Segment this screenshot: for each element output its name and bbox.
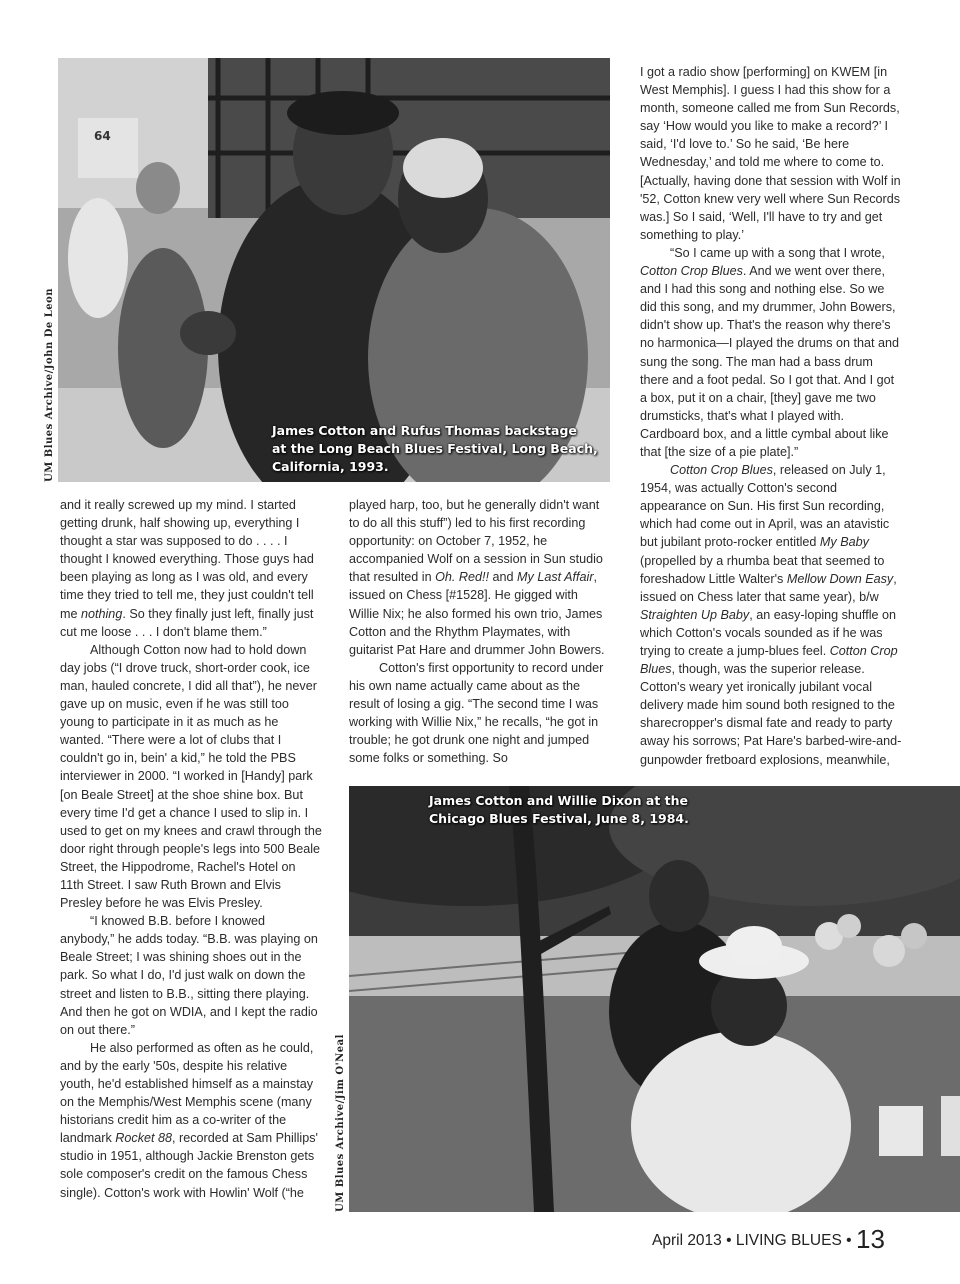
photo-cotton-and-thomas: [58, 58, 610, 482]
page-number: 13: [855, 1224, 885, 1254]
photo-cotton-and-dixon-scene: [349, 786, 960, 1212]
page-footer: [652, 1224, 885, 1255]
article-paragraph: “So I came up with a song that I wrote, Cotton Crop Blues. And we went over there, and I had this song and nothing else. So we did this song, and my drummer, John Bowers, didn't show up. That's the reason why there's no harmonica—I played the drums on that and sung the song. The man had a bass drum there and a foot pedal. So I got that. And I got a box, put it on a chair, [they] gave me two drumsticks, that's what I played with. Cardboard box, and a little cymbal about like that [the size of a pie plate].”: [640, 245, 900, 459]
photo-credit: UM Blues Archive/John De Leon: [44, 287, 55, 482]
caption-line: James Cotton and Rufus Thomas backstage: [272, 423, 577, 438]
article-column-1: [60, 496, 322, 1202]
caption-line: Chicago Blues Festival, June 8, 1984.: [429, 811, 689, 826]
article-paragraph: “I knowed B.B. before I knowed anybody,” he adds today. “B.B. was playing on Beale Street; I was shining shoes out in the park. So what I do, I'd just walk on down the street and listen to B.B., sitting there playing. And then he got on WDIA, and I kept the radio on out there.”: [60, 914, 318, 1037]
article-paragraph: Although Cotton now had to hold down day jobs (“I drove truck, short-order cook, ice man, hauled concrete, I did all that”), he never gave up on music, even if he was still too young to participate in it as much as he wanted. “There were a lot of clubs that I couldn't go in, bein' a kid,” he told the PBS interviewer in 2000. “I worked in [Handy] park [on Beale Street] at the shoe shine box. But every time I'd get a chance I used to slip in. I used to get on my knees and crawl through the door right through people's legs into 500 Beale Street, the Hippodrome, Rachel's Hotel on 11th Street. I saw Ruth Brown and Elvis Presley before he was Elvis Presley.: [60, 642, 322, 911]
caption-line: California, 1993.: [272, 459, 389, 474]
caption-line: at the Long Beach Blues Festival, Long Beach,: [272, 441, 598, 456]
photo-credit: UM Blues Archive/Jim O'Neal: [335, 1034, 346, 1212]
photo-caption: [272, 422, 598, 476]
article-paragraph: played harp, too, but he generally didn't want to do all this stuff”) led to his first recording opportunity: on October 7, 1952, he accompanied Wolf on a session in Sun studio that resulted in Oh. Red!! and My Last Affair, issued on Chess [#1528]. He gigged with Willie Nix; he also formed his own trio, James Cotton and the Rhythm Playmates, with guitarist Pat Hare and drummer John Bowers.: [349, 498, 605, 657]
photo-shirt-number: 64: [94, 129, 111, 143]
article-column-3: [640, 63, 902, 769]
article-paragraph: Cotton Crop Blues, released on July 1, 1954, was actually Cotton's second appearance on Sun. His first Sun recording, which had come out in April, was an atavistic but jubilant proto-rocker entitled My Baby (propelled by a rhumba beat that seemed to foreshadow Little Walter's Mellow Down Easy, issued on Chess later that same year), b/w Straighten Up Baby, an easy-loping shuffle on which Cotton's vocals sounded as if he was trying to create a jump-blues feel. Cotton Crop Blues, though, was the superior release. Cotton's weary yet ironically jubilant vocal delivery made him sound both resigned to the sharecropper's dismal fate and ready to party away his sorrows; Pat Hare's barbed-wire-and-gunpowder fretboard explosions, meanwhile,: [640, 463, 902, 767]
article-column-2: [349, 496, 609, 767]
photo-cotton-and-dixon: [349, 786, 960, 1212]
article-paragraph: I got a radio show [performing] on KWEM [in West Memphis]. I guess I had this show for a month, someone called me from Sun Records, say ‘How would you like to make a record?’ I said, ‘I'd love to.’ So he said, ‘Be here Wednesday,’ and told me where to come to. [Actually, having done that session with Wolf in '52, Cotton knew very well where Sun Records was.] So I said, ‘Well, I'll have to try and get something to play.’: [640, 65, 901, 242]
article-paragraph: and it really screwed up my mind. I started getting drunk, half showing up, everything I thought a star was supposed to do . . . . I thought I knowed everything. Those guys had been playing as long as I was old, and every time they tried to tell me, they just couldn't tell me nothing. So they finally just left, finally just cut me loose . . . I don't blame them.”: [60, 498, 314, 639]
photo-cotton-and-thomas-scene: [58, 58, 610, 482]
article-paragraph: Cotton's first opportunity to record under his own name actually came about as the result of losing a gig. “The second time I was working with Willie Nix,” he recalls, “he got in trouble; he got drunk one night and jumped some folks or something. So: [349, 660, 604, 766]
photo-caption: [429, 792, 689, 828]
footer-issue-text: April 2013 • LIVING BLUES •: [652, 1232, 852, 1249]
article-paragraph: He also performed as often as he could, and by the early '50s, despite his relative youth, he'd established himself as a mainstay on the Memphis/West Memphis scene (many historians credit him as a co-writer of the landmark Rocket 88, recorded at Sam Phillips' studio in 1951, although Jackie Brenston gets sole composer's credit on the famous Chess single). Cotton's work with Howlin' Wolf (“he: [60, 1040, 318, 1200]
caption-line: James Cotton and Willie Dixon at the: [429, 793, 688, 808]
